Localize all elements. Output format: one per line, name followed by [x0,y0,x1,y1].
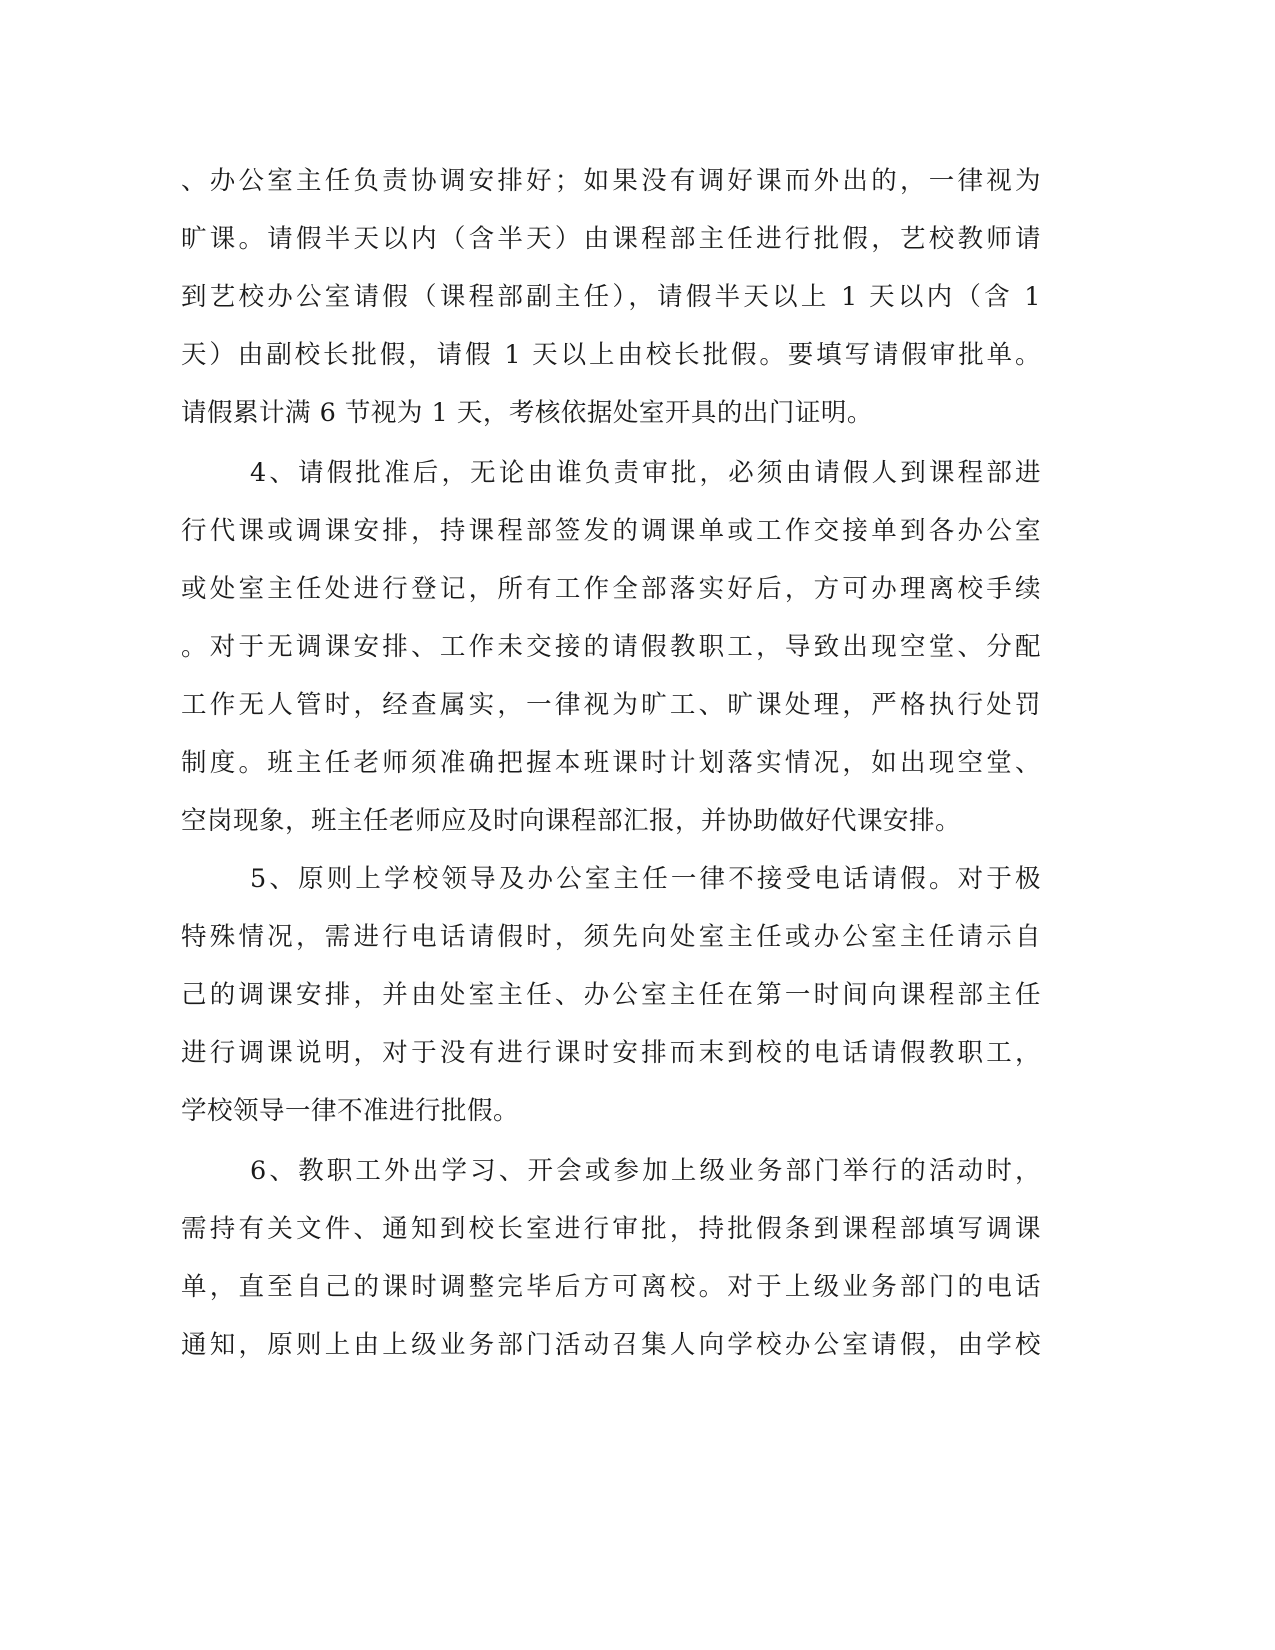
paragraph-line: 制度。班主任老师须准确把握本班课时计划落实情况，如出现空堂、 [181,748,1041,778]
paragraph-item-4-first-line: 4、请假批准后，无论由谁负责审批，必须由请假人到课程部进 [250,458,1041,488]
paragraph-line: 学校领导一律不准进行批假。 [181,1096,520,1126]
paragraph-line: 天）由副校长批假，请假 1 天以上由校长批假。要填写请假审批单。 [181,340,1041,370]
paragraph-item-6-first-line: 6、教职工外出学习、开会或参加上级业务部门举行的活动时， [250,1156,1041,1186]
paragraph-line: 单，直至自己的课时调整完毕后方可离校。对于上级业务部门的电话 [181,1272,1041,1302]
paragraph-item-5-first-line: 5、原则上学校领导及办公室主任一律不接受电话请假。对于极 [250,864,1041,894]
paragraph-line: 到艺校办公室请假（课程部副主任），请假半天以上 1 天以内（含 1 [181,282,1041,312]
paragraph-line: 请假累计满 6 节视为 1 天，考核依据处室开具的出门证明。 [181,398,873,428]
paragraph-line: 或处室主任处进行登记，所有工作全部落实好后，方可办理离校手续 [181,574,1041,604]
paragraph-line: 、办公室主任负责协调安排好；如果没有调好课而外出的，一律视为 [181,166,1041,196]
paragraph-line: 己的调课安排，并由处室主任、办公室主任在第一时间向课程部主任 [181,980,1041,1010]
paragraph-line: 行代课或调课安排，持课程部签发的调课单或工作交接单到各办公室 [181,516,1041,546]
paragraph-line: 旷课。请假半天以内（含半天）由课程部主任进行批假，艺校教师请 [181,224,1041,254]
paragraph-line: 特殊情况，需进行电话请假时，须先向处室主任或办公室主任请示自 [181,922,1041,952]
paragraph-line: 。对于无调课安排、工作未交接的请假教职工，导致出现空堂、分配 [181,632,1041,662]
paragraph-line: 进行调课说明，对于没有进行课时安排而末到校的电话请假教职工， [181,1038,1041,1068]
paragraph-line: 空岗现象，班主任老师应及时向课程部汇报，并协助做好代课安排。 [181,806,962,836]
paragraph-line: 需持有关文件、通知到校长室进行审批，持批假条到课程部填写调课 [181,1214,1041,1244]
paragraph-line: 通知，原则上由上级业务部门活动召集人向学校办公室请假，由学校 [181,1330,1041,1360]
paragraph-line: 工作无人管时，经查属实，一律视为旷工、旷课处理，严格执行处罚 [181,690,1041,720]
